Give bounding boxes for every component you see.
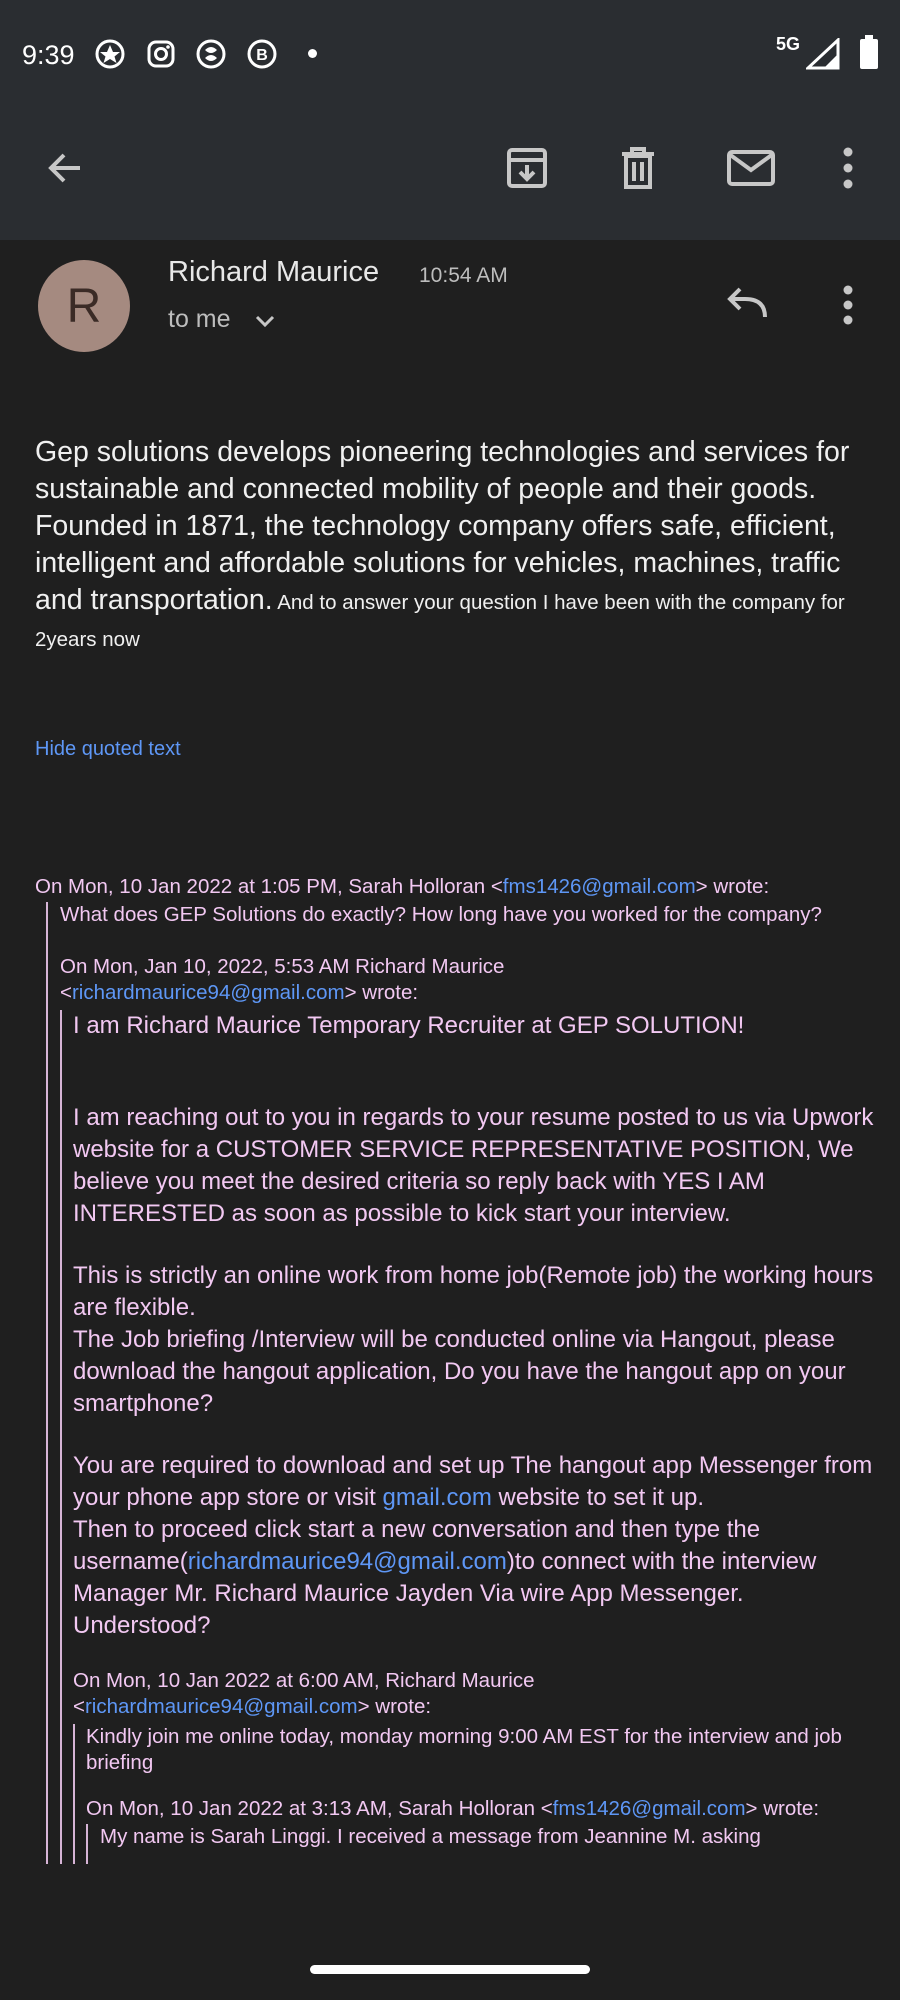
network-label: 5G [776, 34, 801, 54]
crypto-icon [246, 38, 278, 70]
recipient-label[interactable]: to me [168, 305, 231, 333]
quote-header: On Mon, Jan 10, 2022, 5:53 AM Richard Maurice <richardmaurice94@gmail.com> wrote: [60, 955, 505, 1004]
back-button[interactable] [34, 138, 94, 198]
hide-quoted-text-link[interactable]: Hide quoted text [35, 738, 181, 760]
quote-paragraph: The Job briefing /Interview will be conducted online via Hangout, please download the hangout application, Do you have the hangout app on your smartphone? [73, 1326, 846, 1417]
archive-button[interactable] [497, 138, 557, 198]
email-body-reply: And to answer your question I have been with the company for 2years now [35, 591, 845, 651]
quoted-thread [35, 874, 875, 1864]
email-body [35, 434, 875, 656]
more-notifications-dot [308, 49, 317, 58]
mark-unread-icon [726, 148, 776, 188]
more-vert-icon [842, 285, 854, 325]
email-link[interactable]: richardmaurice94@gmail.com [71, 981, 345, 1004]
more-options-button[interactable] [818, 138, 878, 198]
email-link[interactable]: richardmaurice94@gmail.com [84, 1695, 358, 1718]
quote-block [86, 1824, 875, 1864]
archive-icon [505, 146, 549, 190]
quote-paragraph: I am Richard Maurice Temporary Recruiter at GEP SOLUTION! [73, 1012, 745, 1039]
sender-name[interactable]: Richard Maurice [168, 256, 380, 288]
mark-unread-button[interactable] [721, 138, 781, 198]
quote-text: My name is Sarah Linggi. I received a message from Jeannine M. asking [100, 1825, 761, 1848]
quote-paragraph: Then to proceed click start a new conversation and then type the username(richardmaurice94@gmail.com)to connect with the interview Manager Mr. Richard Maurice Jayden Via wire App Messenger. Understood? [73, 1516, 817, 1639]
quote-text: What does GEP Solutions do exactly? How long have you worked for the company? [60, 903, 822, 926]
delete-icon [618, 146, 658, 190]
email-link[interactable]: fms1426@gmail.com [502, 875, 696, 898]
email-body-text: Gep solutions develops pioneering technologies and services for sustainable and connected mobility of people and their goods. Founded in 1871, the technology company offers safe, efficient, intelligent and affordable solutions for vehicles, machines, traffic and transportation. [35, 436, 850, 616]
quote-paragraph: This is strictly an online work from home job(Remote job) the working hours are flexible. [73, 1262, 874, 1321]
quote-text: Kindly join me online today, monday morning 9:00 AM EST for the interview and job briefing [86, 1725, 842, 1774]
quote-header: On Mon, 10 Jan 2022 at 6:00 AM, Richard Maurice <richardmaurice94@gmail.com> wrote: [73, 1669, 535, 1718]
message-more-button[interactable] [842, 285, 858, 329]
app-icon [195, 38, 227, 70]
quote-header: On Mon, 10 Jan 2022 at 1:05 PM, Sarah Holloran <fms1426@gmail.com> wrote: [35, 875, 770, 898]
quote-block [46, 902, 875, 1864]
quote-block [60, 1010, 875, 1864]
delete-button[interactable] [608, 138, 668, 198]
quote-block [73, 1724, 875, 1864]
quote-header: On Mon, 10 Jan 2022 at 3:13 AM, Sarah Holloran <fms1426@gmail.com> wrote: [86, 1797, 820, 1820]
notification-icon [94, 38, 126, 70]
email-toolbar [0, 110, 900, 240]
reply-icon [725, 285, 769, 319]
gmail-link[interactable]: gmail.com [382, 1484, 492, 1511]
avatar[interactable]: R [38, 260, 130, 352]
signal-icon [806, 38, 840, 70]
sender-header [0, 240, 900, 380]
battery-icon [858, 34, 880, 70]
quote-paragraph: You are required to download and set up The hangout app Messenger from your phone app store or visit gmail.com website to set it up. [73, 1452, 873, 1511]
status-time: 9:39 [22, 40, 75, 70]
instagram-icon [145, 38, 177, 70]
quote-paragraph: I am reaching out to you in regards to your resume posted to us via Upwork website for a CUSTOMER SERVICE REPRESENTATIVE POSITION, We believe you meet the desired criteria so reply back with YES I AM INTERESTED as soon as possible to kick start your interview. [73, 1104, 874, 1227]
status-bar [0, 0, 900, 110]
reply-button[interactable] [725, 285, 781, 329]
more-vert-icon [842, 146, 854, 190]
home-gesture-handle[interactable] [310, 1965, 590, 1974]
email-link[interactable]: richardmaurice94@gmail.com [187, 1548, 507, 1575]
email-time: 10:54 AM [419, 264, 508, 287]
chevron-down-icon[interactable] [254, 314, 276, 328]
email-link[interactable]: fms1426@gmail.com [552, 1797, 746, 1820]
back-arrow-icon [44, 148, 84, 188]
svg-text:B: B [256, 47, 268, 64]
